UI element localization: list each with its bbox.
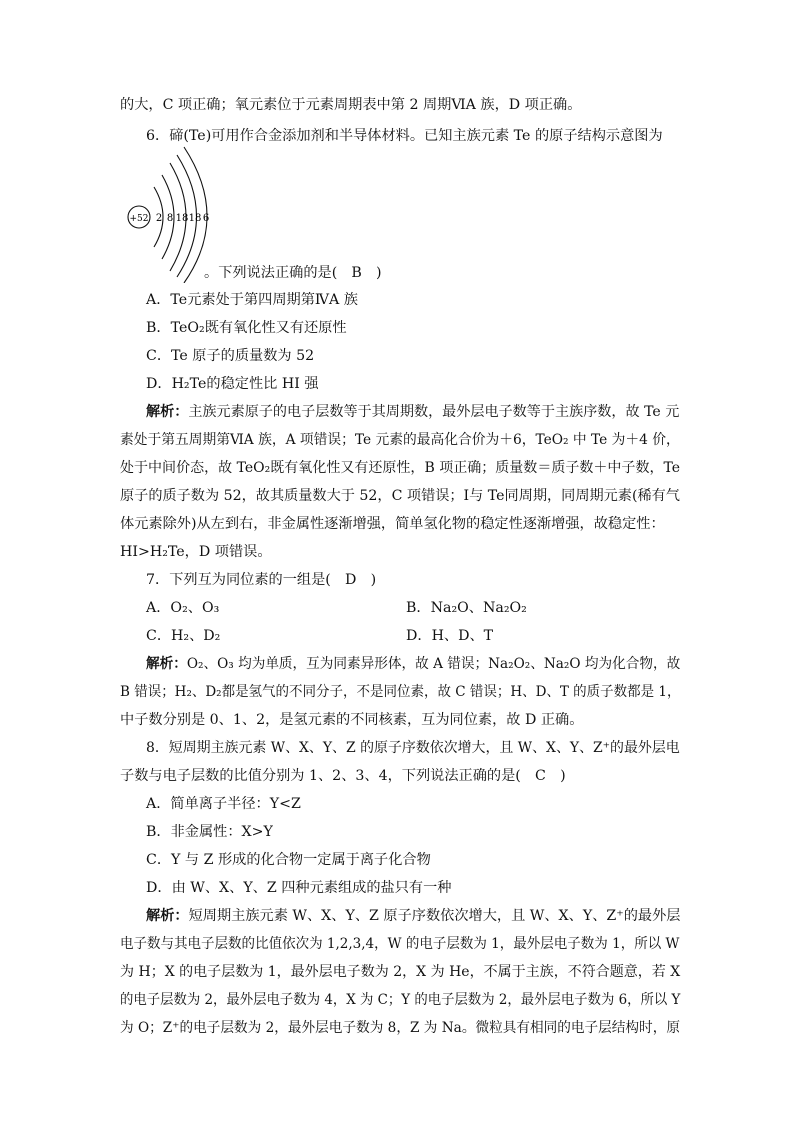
- q7-option-b: B．Na₂O、Na₂O₂: [406, 600, 527, 616]
- q8-option-a: A．简单离子半径：Y<Z: [146, 796, 301, 812]
- q7-option-d: D．H、D、T: [406, 628, 494, 644]
- q7-option-c: C．H₂、D₂: [146, 628, 221, 644]
- text-line: 的大，C 项正确；氧元素位于元素周期表中第 2 周期ⅥA 族，D 项正确。: [120, 97, 582, 113]
- q8-analysis-line-2: 电子数与其电子层数的比值依次为 1,2,3,4，W 的电子层数为 1，最外层电子数为 1，所以 W: [120, 936, 680, 952]
- q8-analysis-line-1: 解析：短周期主族元素 W、X、Y、Z 原子序数依次增大，且 W、X、Y、Z⁺的最外层: [146, 908, 681, 924]
- question-7-stem: 7．下列互为同位素的一组是( D ): [146, 572, 377, 588]
- atom-structure-diagram: [124, 143, 234, 283]
- q6-analysis-line-6: HI>H₂Te，D 项错误。: [120, 544, 272, 560]
- q7-option-a: A．O₂、O₃: [146, 600, 220, 616]
- question-8-stem-2: 子数与电子层数的比值分别为 1、2、3、4，下列说法正确的是( C ): [120, 768, 566, 784]
- q8-option-d: D．由 W、X、Y、Z 四种元素组成的盐只有一种: [146, 880, 452, 896]
- q8-analysis-line-3: 为 H；X 的电子层数为 1，最外层电子数为 2，X 为 He，不属于主族，不符合题意，若 X: [120, 964, 681, 980]
- q8-option-c: C．Y 与 Z 形成的化合物一定属于离子化合物: [146, 852, 431, 868]
- analysis-label: 解析：: [146, 908, 189, 924]
- q6-analysis-line-3: 处于中间价态，故 TeO₂既有氧化性又有还原性，B 项正确；质量数＝质子数＋中子数，Te: [120, 460, 681, 476]
- q6-analysis-line-2: 素处于第五周期第ⅥA 族，A 项错误；Te 元素的最高化合价为＋6，TeO₂ 中 Te 为＋4 价，: [120, 432, 680, 448]
- shell-count-5: 6: [202, 213, 210, 224]
- question-6-stem-cont: 。下列说法正确的是( B ): [204, 265, 382, 281]
- q6-option-a: A．Te元素处于第四周期第ⅣA 族: [146, 292, 358, 308]
- q6-option-b: B．TeO₂既有氧化性又有还原性: [146, 320, 347, 336]
- shell-count-4: 18: [188, 213, 202, 224]
- shell-count-2: 8: [166, 213, 174, 224]
- nucleus-charge: +52: [129, 214, 149, 224]
- q6-option-d: D．H₂Te的稳定性比 HI 强: [146, 376, 319, 392]
- q7-analysis-line-3: 中子数分别是 0、1、2，是氢元素的不同核素，互为同位素，故 D 正确。: [120, 712, 584, 728]
- shell-count-1: 2: [155, 213, 163, 224]
- question-8-stem-1: 8．短周期主族元素 W、X、Y、Z 的原子序数依次增大，且 W、X、Y、Z⁺的最外层电: [146, 740, 680, 756]
- q6-analysis-line-1: 解析：主族元素原子的电子层数等于其周期数，最外层电子数等于主族序数，故 Te 元: [146, 404, 680, 420]
- q8-option-b: B．非金属性：X>Y: [146, 824, 273, 840]
- q8-analysis-line-4: 的电子层数为 2，最外层电子数为 4，X 为 C；Y 的电子层数为 2，最外层电子数为 6，所以 Y: [120, 992, 681, 1008]
- analysis-label: 解析：: [146, 404, 189, 420]
- q7-analysis-line-2: B 错误；H₂、D₂都是氢气的不同分子，不是同位素，故 C 错误；H、D、T 的质子数都是 1，: [120, 684, 681, 700]
- shell-count-3: 18: [175, 213, 189, 224]
- question-6-stem: 6．碲(Te)可用作合金添加剂和半导体材料。已知主族元素 Te 的原子结构示意图为: [146, 128, 663, 144]
- q6-analysis-line-4: 原子的质子数为 52，故其质量数大于 52，C 项错误；Ⅰ与 Te同周期，同周期元素(稀有气: [120, 488, 680, 504]
- q6-analysis-line-5: 体元素除外)从左到右，非金属性逐渐增强，简单氢化物的稳定性逐渐增强，故稳定性：: [120, 516, 665, 532]
- analysis-label: 解析：: [146, 656, 187, 672]
- q7-analysis-line-1: 解析：O₂、O₃ 均为单质，互为同素异形体，故 A 错误；Na₂O₂、Na₂O 均为化合物，故: [146, 656, 681, 672]
- q6-option-c: C．Te 原子的质量数为 52: [146, 348, 315, 364]
- q8-analysis-line-5: 为 O；Z⁺的电子层数为 2，最外层电子数为 8，Z 为 Na。微粒具有相同的电子层结构时，原: [120, 1020, 680, 1036]
